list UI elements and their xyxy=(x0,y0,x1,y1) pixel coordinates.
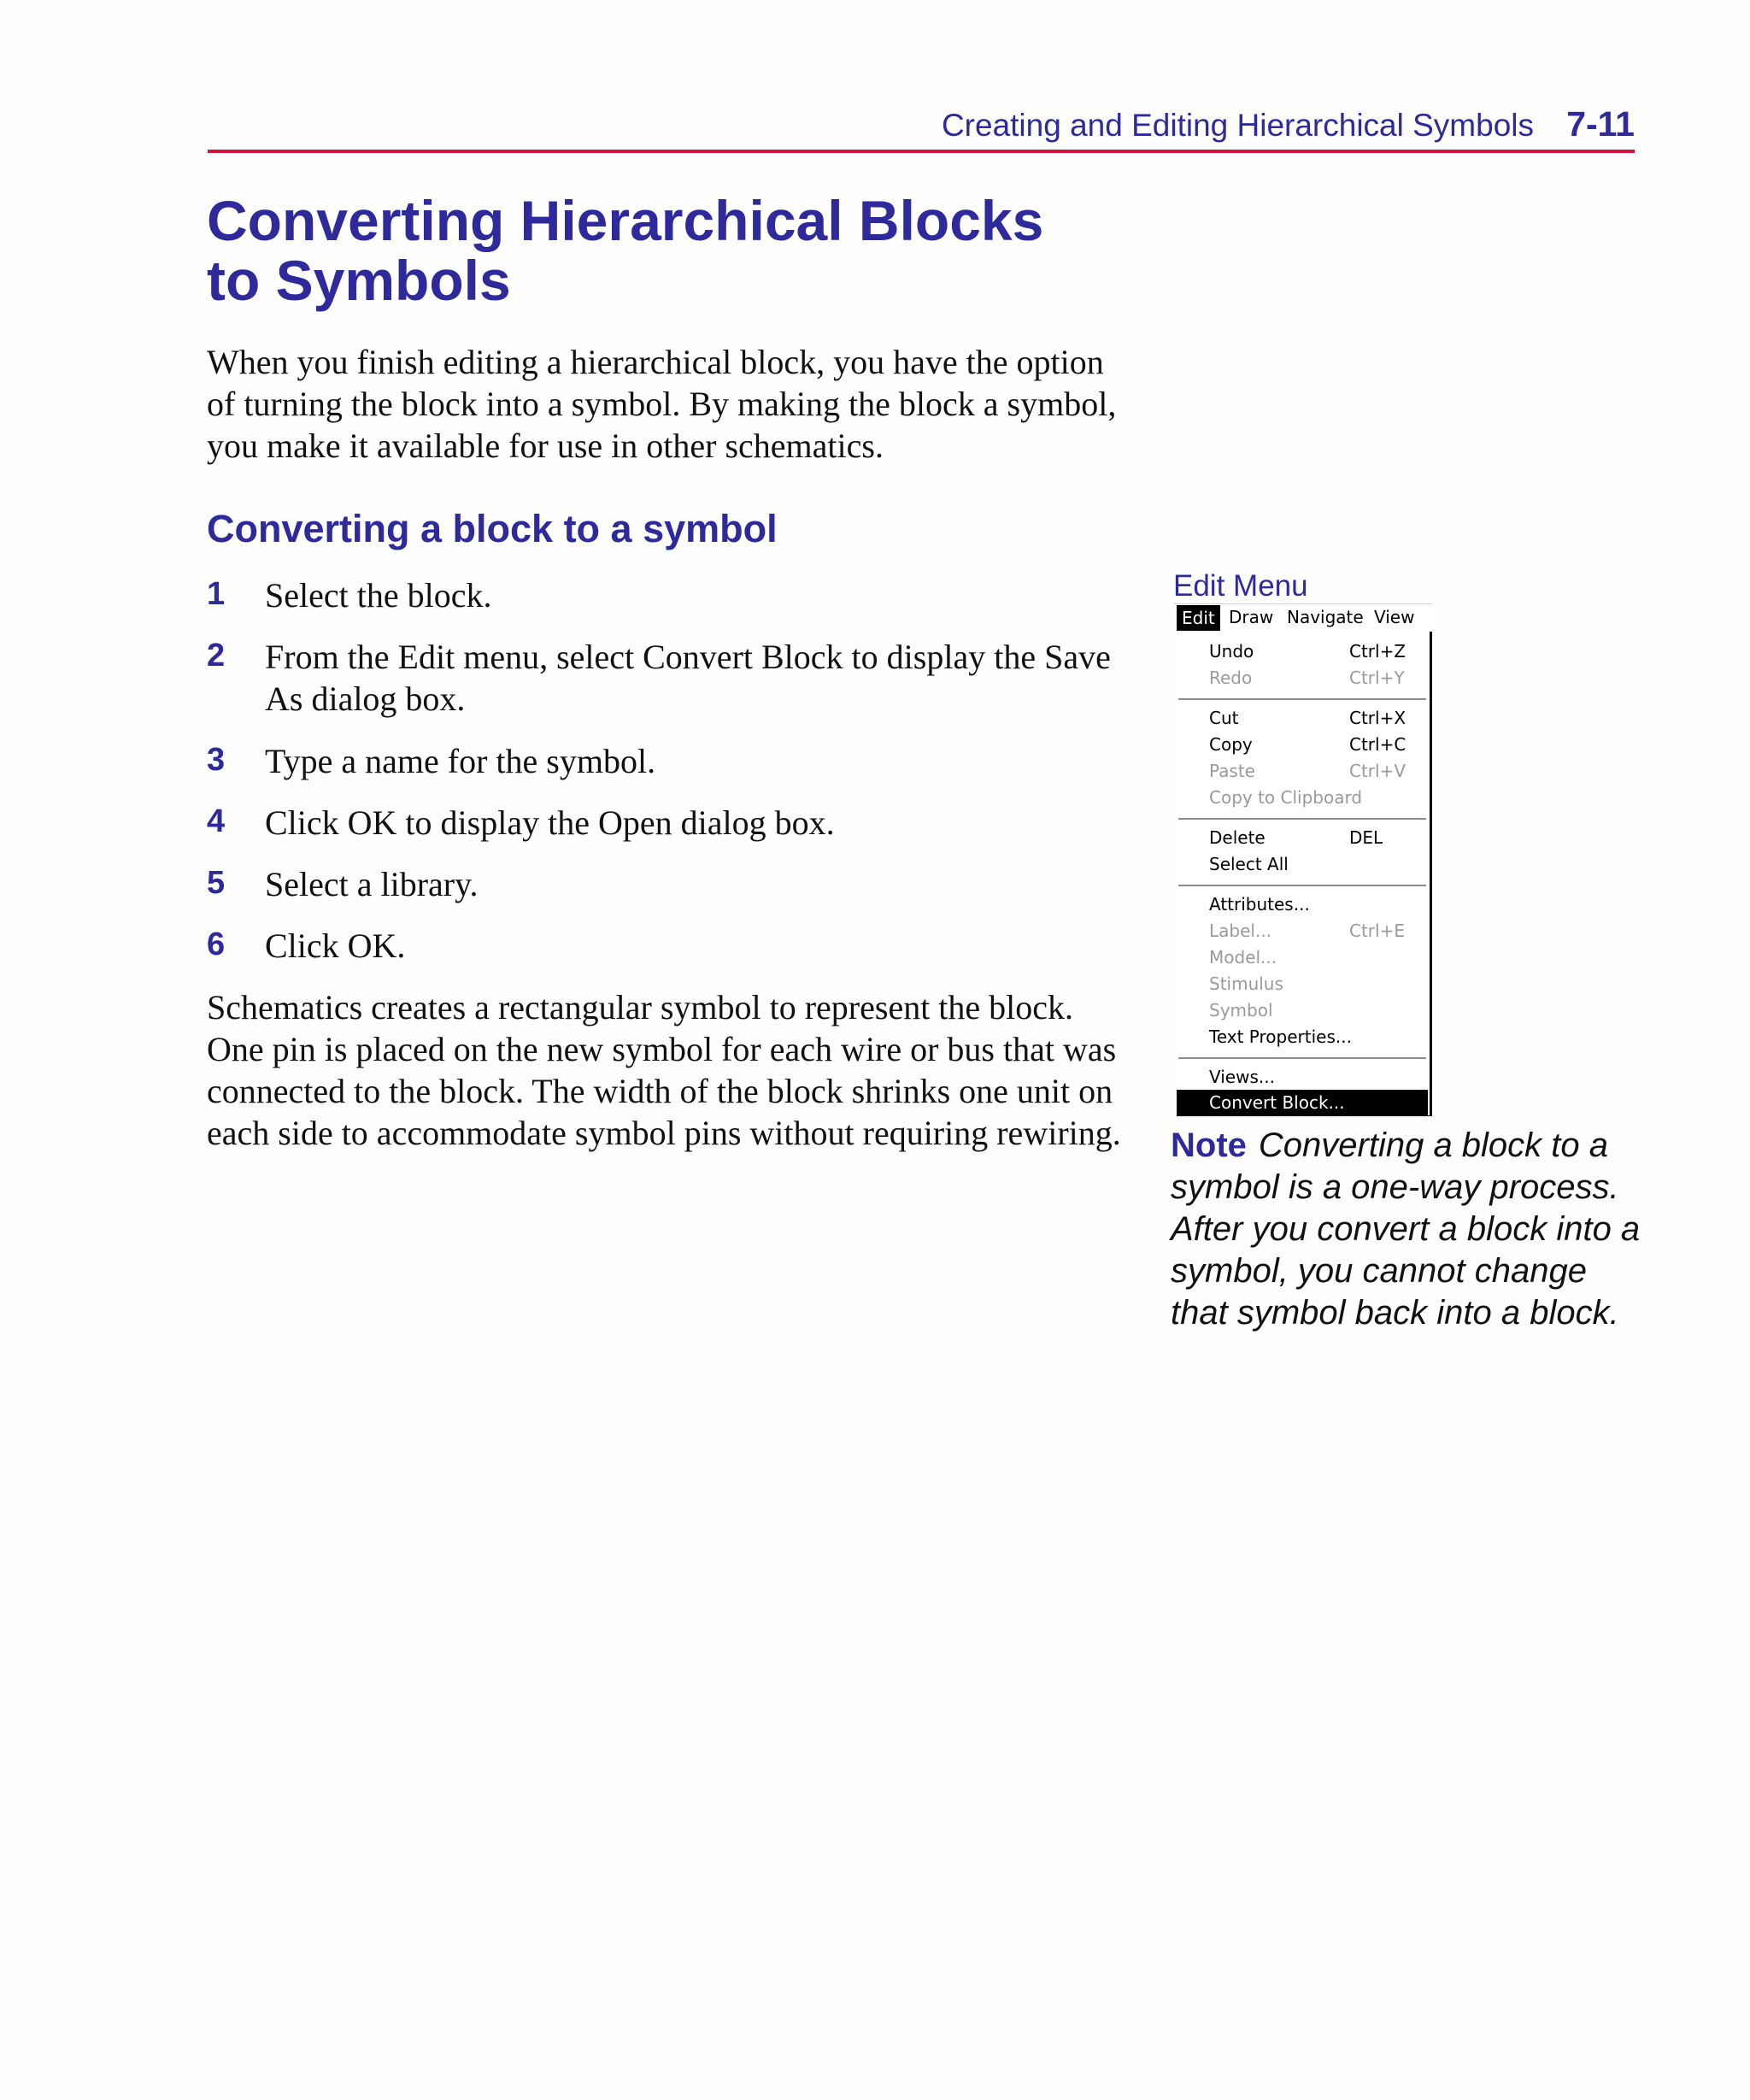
step-text: Select a library. xyxy=(265,865,479,903)
page-title-line-2: to Symbols xyxy=(207,249,511,312)
menu-item-redo[interactable] xyxy=(1177,665,1428,691)
menu-item-text-properties[interactable] xyxy=(1177,1024,1428,1050)
menu-item-label: Label... xyxy=(1209,921,1272,941)
step-number: 4 xyxy=(207,803,226,839)
step-number: 5 xyxy=(207,865,226,901)
step-text: Select the block. xyxy=(265,576,492,615)
menu-item-symbol[interactable] xyxy=(1177,997,1428,1024)
menu-item-label: Views... xyxy=(1209,1067,1275,1087)
menu-item-shortcut: DEL xyxy=(1349,827,1383,848)
menu-item-shortcut: Ctrl+Y xyxy=(1349,668,1405,688)
menu-item-label: Copy xyxy=(1209,734,1253,755)
menu-item-select-all[interactable] xyxy=(1177,851,1428,878)
procedure-title: Converting a block to a symbol xyxy=(207,507,778,550)
closing-paragraph: Schematics creates a rectangular symbol to represent the block. One pin is placed on the new symbol for each wire or bus that was connected to the block. The width of the block shrinks one unit on each side to accommodate symbol pins without requiring rewiring. xyxy=(207,988,1121,1152)
menu-item-shortcut: Ctrl+X xyxy=(1349,708,1406,728)
menu-item-label: Paste xyxy=(1209,761,1255,781)
step-number: 1 xyxy=(207,576,226,612)
menu-item-label: Delete xyxy=(1209,827,1266,848)
menu-separator xyxy=(1178,885,1426,886)
note-label: Note xyxy=(1171,1126,1247,1164)
step-number: 6 xyxy=(207,926,226,962)
menu-item-label: Model... xyxy=(1209,947,1277,968)
intro-paragraph: When you finish editing a hierarchical block, you have the option of turning the block into a symbol. By making the block a symbol, you make it available for use in other schematics. xyxy=(207,343,1117,465)
menu-item-label: Select All xyxy=(1209,854,1289,874)
running-header xyxy=(208,104,1635,147)
menu-separator xyxy=(1178,1057,1426,1059)
menu-item-paste[interactable] xyxy=(1177,758,1428,785)
step-text: Type a name for the symbol. xyxy=(265,742,656,780)
menu-item-shortcut: Ctrl+Z xyxy=(1349,641,1406,662)
menu-item-cut[interactable] xyxy=(1177,705,1428,732)
menu-draw[interactable]: Draw xyxy=(1229,607,1274,627)
menu-view[interactable]: View xyxy=(1374,607,1415,627)
note-text: Converting a block to a symbol is a one-way process. After you convert a block into a symbol, you cannot change that symbol back into a block. xyxy=(1171,1126,1641,1332)
step-text: From the Edit menu, select Convert Block to display the Save As dialog box. xyxy=(265,638,1111,718)
menu-separator xyxy=(1178,818,1426,820)
menu-item-label: Cut xyxy=(1209,708,1239,728)
menu-item-views[interactable] xyxy=(1177,1064,1428,1091)
menu-item-label: Text Properties... xyxy=(1209,1026,1352,1047)
menu-item-stimulus[interactable] xyxy=(1177,971,1428,997)
menu-item-label: Symbol xyxy=(1209,1000,1273,1021)
step-text: Click OK. xyxy=(265,926,406,965)
edit-dropdown xyxy=(1177,632,1432,1116)
menu-item-delete[interactable] xyxy=(1177,825,1428,851)
step-number: 3 xyxy=(207,742,226,778)
menu-item-model[interactable] xyxy=(1177,944,1428,971)
menu-item-shortcut: Ctrl+V xyxy=(1349,761,1406,781)
menu-item-label: Attributes... xyxy=(1209,894,1310,915)
menu-item-copy[interactable] xyxy=(1177,732,1428,758)
page-title-line-1: Converting Hierarchical Blocks xyxy=(207,189,1044,252)
menu-item-attributes[interactable] xyxy=(1177,891,1428,918)
header-rule xyxy=(208,150,1635,153)
menu-item-label: Redo xyxy=(1209,668,1253,688)
menu-item-convert-block[interactable] xyxy=(1177,1090,1428,1116)
menu-item-label: Copy to Clipboard xyxy=(1209,787,1363,808)
edit-menu-screenshot xyxy=(1174,603,1432,1116)
menu-item-label: Stimulus xyxy=(1209,974,1283,994)
menu-item-shortcut: Ctrl+C xyxy=(1349,734,1406,755)
step-text: Click OK to display the Open dialog box. xyxy=(265,803,835,842)
menu-item-copy-to-clipboard[interactable] xyxy=(1177,785,1428,811)
note-box xyxy=(1171,1125,1649,1334)
step-number: 2 xyxy=(207,638,226,674)
figure-caption: Edit Menu xyxy=(1173,569,1308,603)
running-header-title: Creating and Editing Hierarchical Symbols xyxy=(941,108,1534,143)
menu-item-label: Undo xyxy=(1209,641,1254,662)
menu-separator xyxy=(1178,698,1426,700)
menu-bar xyxy=(1174,603,1432,632)
menu-item-label-dialog[interactable] xyxy=(1177,918,1428,944)
menu-navigate[interactable]: Navigate xyxy=(1287,607,1364,627)
menu-edit[interactable]: Edit xyxy=(1177,605,1220,631)
menu-item-label: Convert Block... xyxy=(1209,1092,1345,1113)
menu-item-undo[interactable] xyxy=(1177,638,1428,665)
page-title xyxy=(207,191,1147,310)
page-number: 7-11 xyxy=(1566,104,1635,144)
menu-item-shortcut: Ctrl+E xyxy=(1349,921,1405,941)
